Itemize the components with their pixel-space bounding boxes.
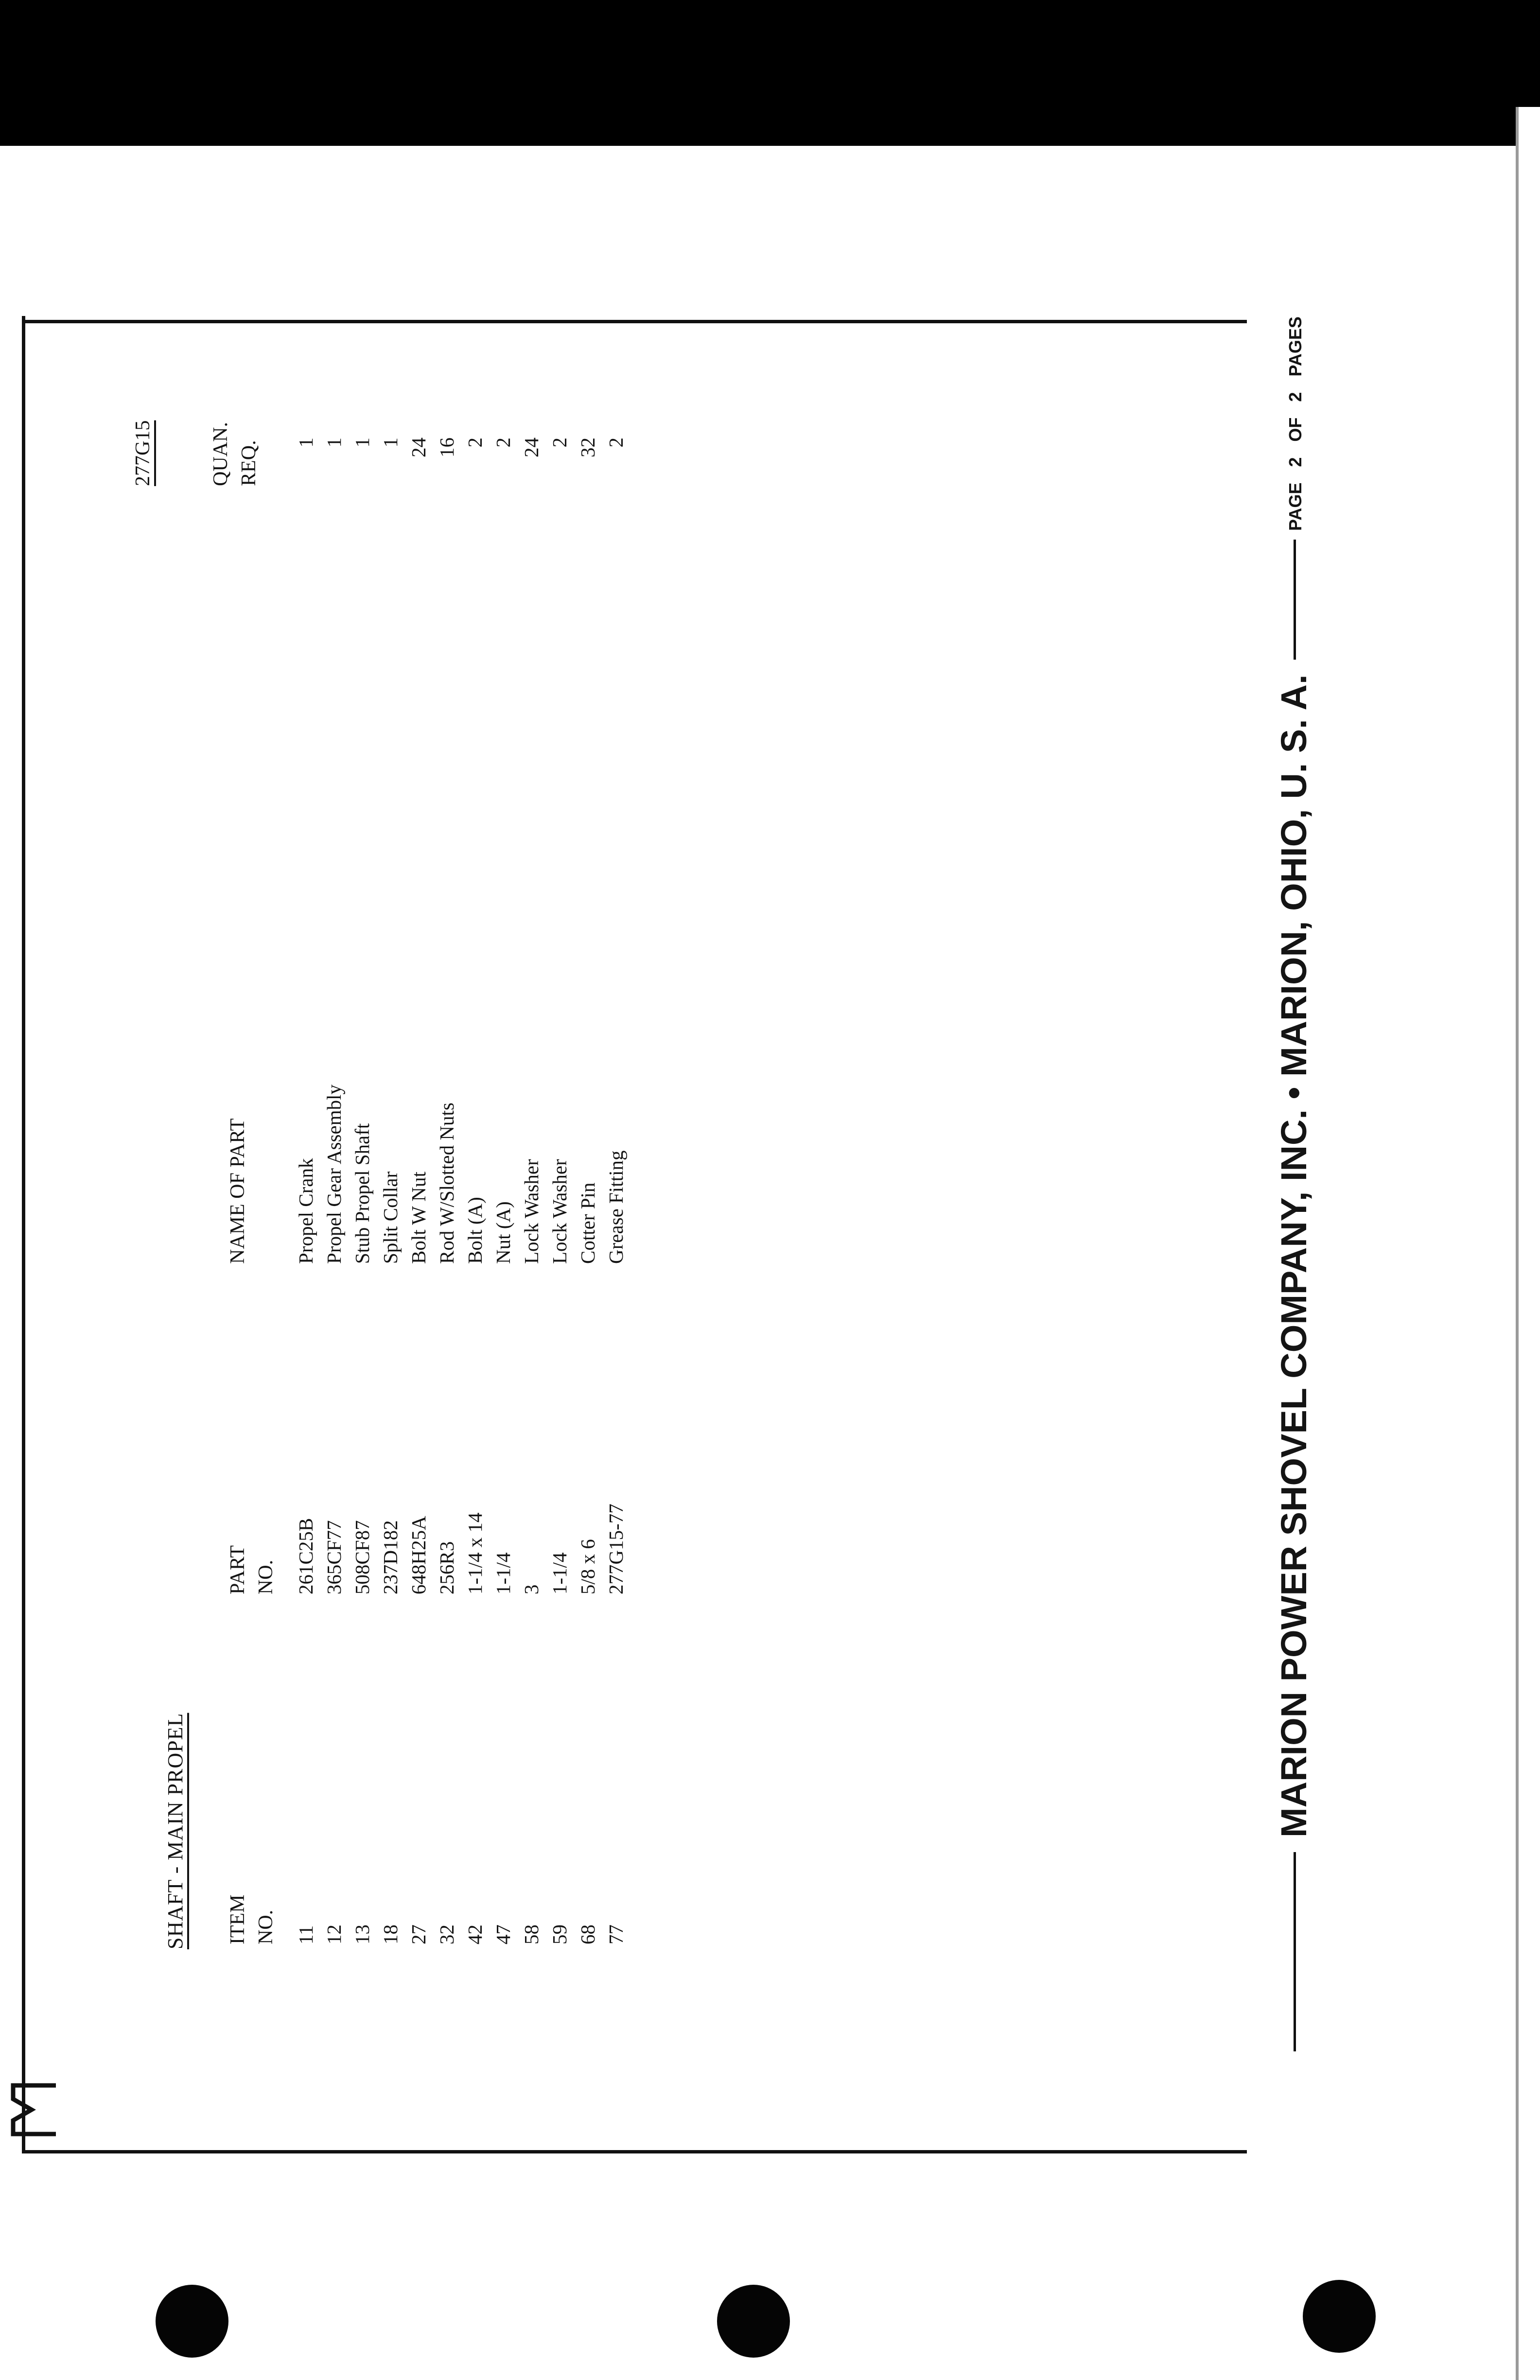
header-quantity xyxy=(207,422,263,486)
header-qty-line2: REQ. xyxy=(238,440,260,486)
part-name: Propel Gear Assembly xyxy=(323,1085,345,1264)
part-name: Rod W/Slotted Nuts xyxy=(436,1102,458,1264)
part-name: Propel Crank xyxy=(295,1158,317,1264)
header-item-line1: ITEM xyxy=(227,1894,249,1944)
quantity: 1 xyxy=(295,438,317,448)
header-item-no xyxy=(224,1894,280,1944)
binder-hole xyxy=(1303,2280,1376,2353)
part-number: 237D182 xyxy=(379,1520,402,1594)
page-label: PAGE xyxy=(1285,482,1305,531)
page-indicator xyxy=(1281,308,1310,540)
page-title: SHAFT - MAIN PROPEL xyxy=(163,1713,187,1949)
part-number: 277G15-77 xyxy=(605,1504,627,1594)
part-name: Split Collar xyxy=(379,1171,402,1264)
part-number: 1-1/4 xyxy=(548,1552,571,1594)
item-number: 58 xyxy=(520,1925,542,1944)
item-number: 18 xyxy=(379,1925,402,1944)
scan-right-edge xyxy=(1516,107,1540,2380)
quantity: 2 xyxy=(605,438,627,448)
item-number: 32 xyxy=(436,1925,458,1944)
sheet-frame xyxy=(22,316,1247,2153)
part-number: 261C25B xyxy=(295,1518,317,1594)
part-name: Cotter Pin xyxy=(577,1182,599,1264)
binder-hole xyxy=(717,2285,790,2358)
quantity: 1 xyxy=(323,438,345,448)
quantity: 24 xyxy=(407,438,430,457)
part-number: 3 xyxy=(520,1584,542,1594)
item-number: 27 xyxy=(407,1925,430,1944)
header-part-line1: PART xyxy=(227,1545,249,1594)
part-name: Bolt W Nut xyxy=(407,1172,430,1264)
company-footer: MARION POWER SHOVEL COMPANY, INC. • MARION, OHIO, U. S. A. xyxy=(1272,660,1316,1852)
part-number: 5/8 x 6 xyxy=(577,1539,599,1594)
page-number: 2 xyxy=(1285,457,1305,467)
quantity: 16 xyxy=(436,438,458,457)
part-number: 365CF77 xyxy=(323,1520,345,1594)
item-number: 77 xyxy=(605,1925,627,1944)
item-number: 13 xyxy=(351,1925,373,1944)
sheet-footer xyxy=(1266,316,1325,2153)
quantity: 2 xyxy=(464,438,486,448)
item-number: 59 xyxy=(548,1925,571,1944)
header-name-line1: NAME OF PART xyxy=(227,1118,249,1264)
part-name: Nut (A) xyxy=(492,1201,514,1264)
parts-list-sheet xyxy=(22,316,1339,2153)
header-part-no xyxy=(224,1545,280,1594)
quantity: 2 xyxy=(548,438,571,448)
part-number: 508CF87 xyxy=(351,1520,373,1594)
binder-hole xyxy=(156,2285,228,2358)
part-name: Grease Fitting xyxy=(605,1150,627,1264)
header-part-line2: NO. xyxy=(255,1559,277,1594)
part-number: 256R3 xyxy=(436,1541,458,1594)
part-name: Lock Washer xyxy=(548,1159,571,1264)
scan-top-band xyxy=(0,0,1540,146)
part-name: Lock Washer xyxy=(520,1159,542,1264)
sheet-frame-right xyxy=(22,320,1247,323)
item-number: 42 xyxy=(464,1925,486,1944)
total-pages: 2 xyxy=(1285,392,1305,402)
quantity: 32 xyxy=(577,438,599,457)
quantity: 1 xyxy=(351,438,373,448)
item-number: 68 xyxy=(577,1925,599,1944)
item-number: 47 xyxy=(492,1925,514,1944)
part-number: 1-1/4 xyxy=(492,1552,514,1594)
part-name: Stub Propel Shaft xyxy=(351,1123,373,1264)
drawing-number: 277G15 xyxy=(132,420,154,486)
header-item-line2: NO. xyxy=(255,1909,277,1944)
part-number: 1-1/4 x 14 xyxy=(464,1512,486,1594)
pages-label: PAGES xyxy=(1285,316,1305,377)
header-name-of-part xyxy=(224,1119,252,1264)
quantity: 24 xyxy=(520,438,542,457)
header-qty-line1: QUAN. xyxy=(210,422,232,486)
item-number: 11 xyxy=(295,1925,317,1944)
part-name: Bolt (A) xyxy=(464,1197,486,1264)
quantity: 1 xyxy=(379,438,402,448)
item-number: 12 xyxy=(323,1925,345,1944)
of-label: OF xyxy=(1285,417,1305,442)
part-number: 648H25A xyxy=(407,1516,430,1594)
marion-m-logo-icon xyxy=(7,2081,61,2139)
quantity: 2 xyxy=(492,438,514,448)
